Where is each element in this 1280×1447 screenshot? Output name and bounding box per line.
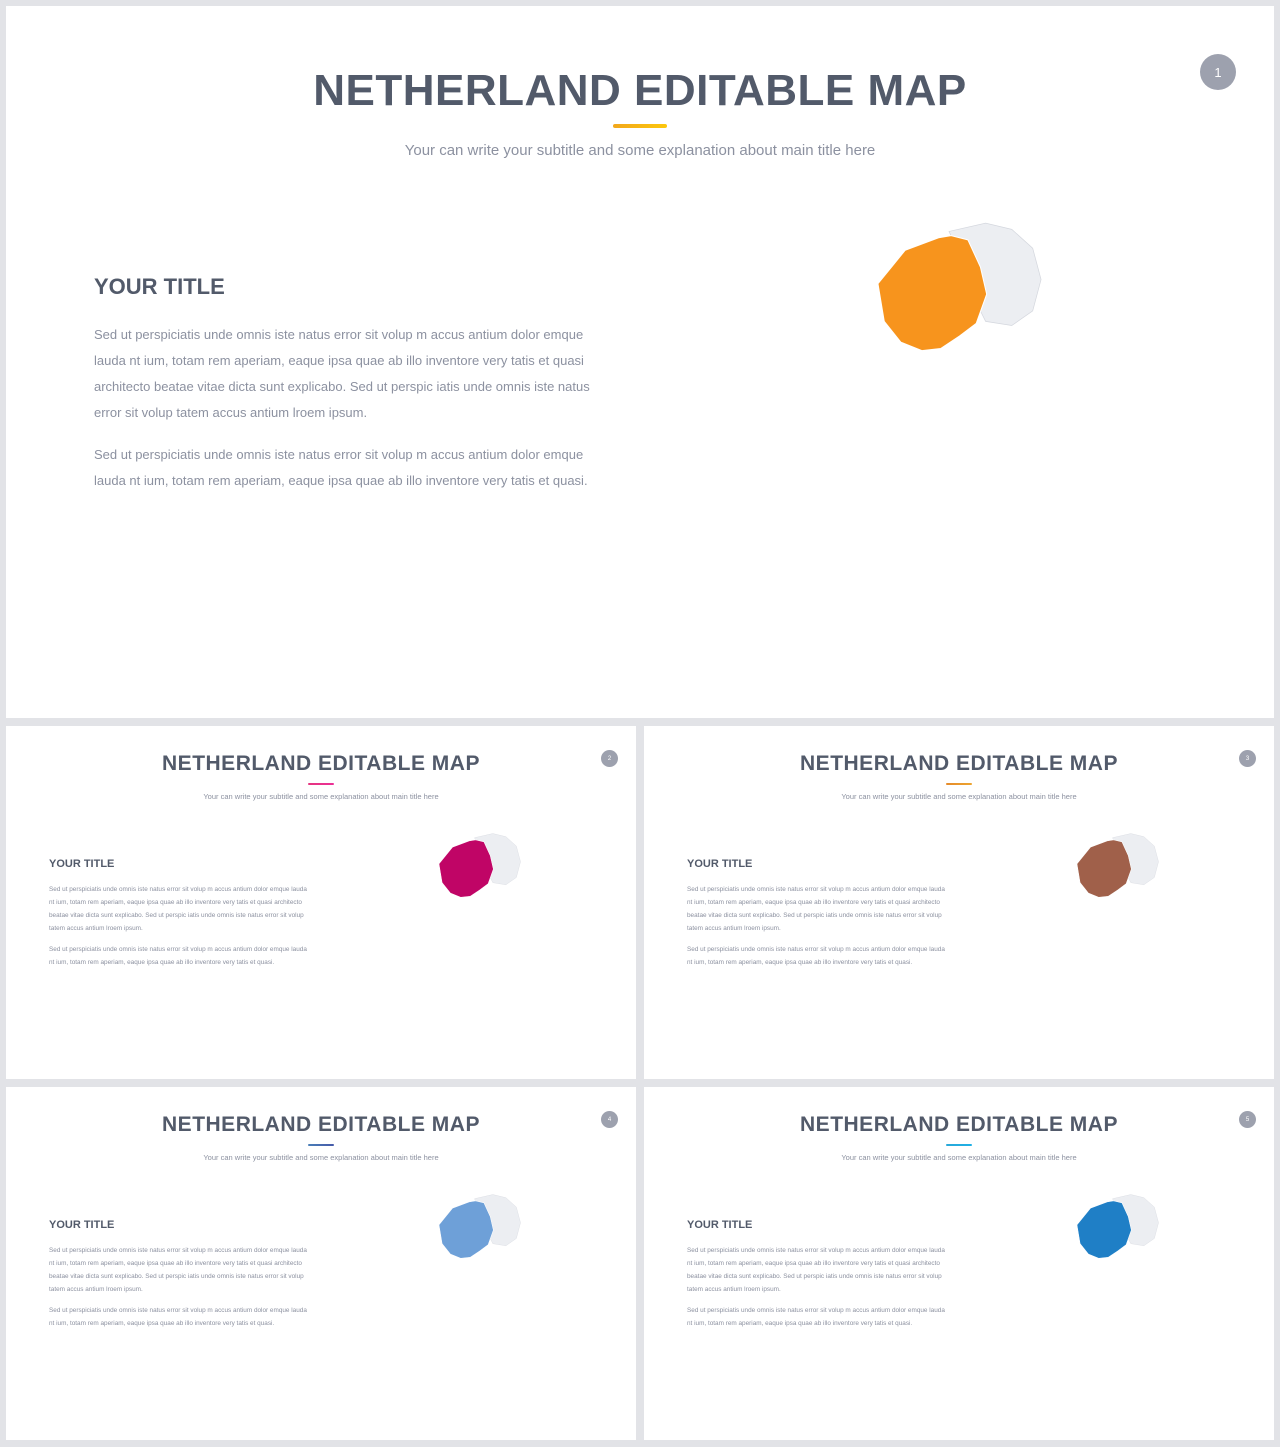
body-paragraph-2: Sed ut perspiciatis unde omnis iste natus error sit volup m accus antium dolor emque lauda nt ium, totam rem aperiam, eaque ipsa quae ab illo inventore very tatis et quasi. [94,447,588,488]
netherlands-map[interactable] [362,821,540,1051]
province-friesland[interactable] [1077,840,1131,898]
province-friesland[interactable] [439,840,493,898]
province-friesland[interactable] [1077,1201,1131,1259]
body-paragraph-1: Sed ut perspiciatis unde omnis iste natus error sit volup m accus antium dolor emque lauda nt ium, totam rem aperiam, eaque ipsa quae ab illo inventore very tatis et quasi architecto beatae vitae dicta sunt explicabo. Sed ut perspic iatis unde omnis iste natus error sit volup tatem accus antium lroem ipsum. [687,886,945,932]
slide-subtitle: Your can write your subtitle and some explanation about main title here [404,142,876,159]
section-title: YOUR TITLE [49,1219,115,1231]
slide-number-badge: 5 [1239,1111,1256,1128]
title-underline [613,124,667,128]
slide-1[interactable] [6,6,1274,718]
section-title: YOUR TITLE [49,858,115,870]
section-title: YOUR TITLE [687,1219,753,1231]
body-paragraph-1: Sed ut perspiciatis unde omnis iste natus error sit volup m accus antium dolor emque lauda nt ium, totam rem aperiam, eaque ipsa quae ab illo inventore very tatis et quasi architecto beatae vitae dicta sunt explicabo. Sed ut perspic iatis unde omnis iste natus error sit volup tatem accus antium lroem ipsum. [49,886,307,932]
slide-title: NETHERLAND EDITABLE MAP [800,752,1118,775]
body-paragraph-2: Sed ut perspiciatis unde omnis iste natus error sit volup m accus antium dolor emque lauda nt ium, totam rem aperiam, eaque ipsa quae ab illo inventore very tatis et quasi. [49,1307,307,1327]
body-paragraph-2: Sed ut perspiciatis unde omnis iste natus error sit volup m accus antium dolor emque lauda nt ium, totam rem aperiam, eaque ipsa quae ab illo inventore very tatis et quasi. [49,946,307,966]
slide-number-badge: 4 [601,1111,618,1128]
title-underline [946,783,972,785]
slide-title: NETHERLAND EDITABLE MAP [162,1113,480,1136]
body-paragraph-2: Sed ut perspiciatis unde omnis iste natus error sit volup m accus antium dolor emque lauda nt ium, totam rem aperiam, eaque ipsa quae ab illo inventore very tatis et quasi. [687,946,945,966]
province-friesland[interactable] [439,1201,493,1259]
section-title: YOUR TITLE [687,858,753,870]
title-underline [308,1144,334,1146]
body-paragraph-1: Sed ut perspiciatis unde omnis iste natus error sit volup m accus antium dolor emque lauda nt ium, totam rem aperiam, eaque ipsa quae ab illo inventore very tatis et quasi architecto beatae vitae dicta sunt explicabo. Sed ut perspic iatis unde omnis iste natus error sit volup tatem accus antium lroem ipsum. [49,1247,307,1293]
slide-title: NETHERLAND EDITABLE MAP [800,1113,1118,1136]
slide-subtitle: Your can write your subtitle and some explanation about main title here [203,792,439,801]
slide-number-badge: 2 [601,750,618,767]
slide-subtitle: Your can write your subtitle and some explanation about main title here [841,792,1077,801]
netherlands-map[interactable] [1000,821,1178,1051]
section-title: YOUR TITLE [94,274,225,299]
body-paragraph-1: Sed ut perspiciatis unde omnis iste natus error sit volup m accus antium dolor emque lauda nt ium, totam rem aperiam, eaque ipsa quae ab illo inventore very tatis et quasi architecto beatae vitae dicta sunt explicabo. Sed ut perspic iatis unde omnis iste natus error sit volup tatem accus antium lroem ipsum. [94,327,590,420]
netherlands-map[interactable] [724,198,1080,658]
slide-title: NETHERLAND EDITABLE MAP [162,752,480,775]
netherlands-map[interactable] [362,1182,540,1412]
slide-title: NETHERLAND EDITABLE MAP [313,66,967,115]
title-underline [308,783,334,785]
body-paragraph-2: Sed ut perspiciatis unde omnis iste natus error sit volup m accus antium dolor emque lauda nt ium, totam rem aperiam, eaque ipsa quae ab illo inventore very tatis et quasi. [687,1307,945,1327]
title-underline [946,1144,972,1146]
slide-number-badge: 1 [1200,54,1236,90]
body-paragraph-1: Sed ut perspiciatis unde omnis iste natus error sit volup m accus antium dolor emque lauda nt ium, totam rem aperiam, eaque ipsa quae ab illo inventore very tatis et quasi architecto beatae vitae dicta sunt explicabo. Sed ut perspic iatis unde omnis iste natus error sit volup tatem accus antium lroem ipsum. [687,1247,945,1293]
slide-3[interactable] [644,726,1274,1079]
slide-4[interactable] [6,1087,636,1440]
province-friesland[interactable] [878,236,987,351]
netherlands-map[interactable] [1000,1182,1178,1412]
slide-subtitle: Your can write your subtitle and some explanation about main title here [203,1153,439,1162]
slide-5[interactable] [644,1087,1274,1440]
slide-2[interactable] [6,726,636,1079]
slide-subtitle: Your can write your subtitle and some explanation about main title here [841,1153,1077,1162]
slide-number-badge: 3 [1239,750,1256,767]
